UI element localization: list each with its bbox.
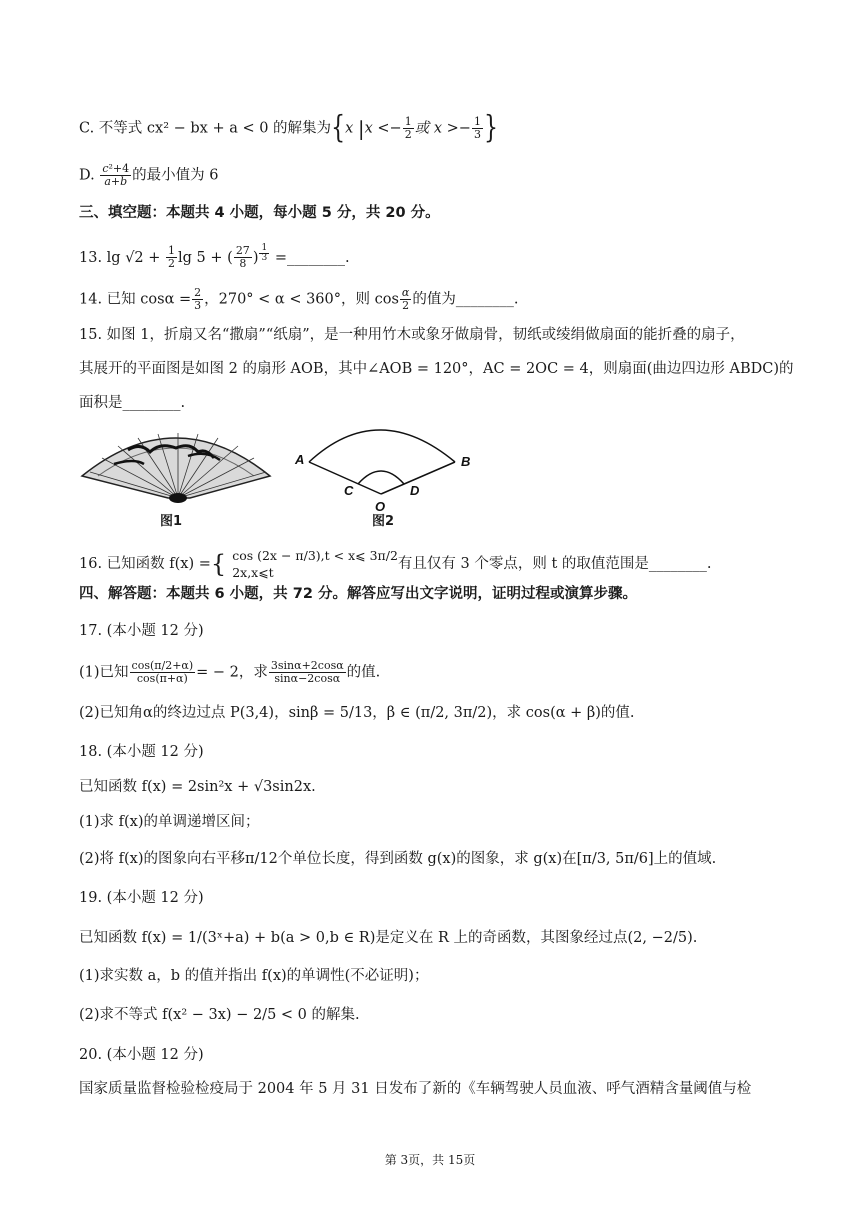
option-d: D. $\frac{\text{c²+4}}{a+b}$ 的最小值为 6 [79,162,219,188]
q14-b: ，270° < α < 360°，则 cos [204,291,399,308]
figure-2-caption: 图2 [372,514,395,529]
question-16: 16. 已知函数 f(x) ={ cos (2x − π/3),t < x⩽ 3π/2 2x,x⩽t 有且仅有 3 个零点，则 t 的取值范围是________. [79,548,712,580]
q20-heading: 20. (本小题 12 分) [79,1047,204,1063]
q20-stem: 国家质量监督检验检疫局于 2004 年 5 月 31 日发布了新的《车辆驾驶人员血液、呼气酒精含量阈值与检 [79,1081,752,1097]
frac-cos-ratio: $\frac{\cos(\pi/2+\alpha)}{\cos(\pi+\alpha)}$ [131,659,194,685]
q19-part1: (1)求实数 a，b 的值并指出 f(x)的单调性(不必证明)； [79,968,429,984]
q17-1a: (1)已知 [79,664,129,681]
q17-part2: (2)已知角α的终边过点 P(3,4)，sinβ = 5/13，β ∈ (π/2, 3π/2)，求 cos(α + β)的值. [79,705,635,721]
brace-left: { [331,110,346,146]
folding-fan-image [82,433,270,503]
q17-1b: = − 2，求 [196,664,268,681]
set-cond-x: x [364,120,373,137]
option-c: C. 不等式 cx² − bx + a < 0 的解集为{x |x <− $\frac{1}{2}$ 或 x >− $\frac{1}{3}$ } [79,110,498,146]
frac-2-3: $\frac{2}{3}$ [194,286,202,312]
figure-fans [78,418,498,530]
case-1: cos (2x − π/3),t < x⩽ 3π/2 [232,548,398,563]
q17-part1 [79,660,380,685]
sector-diagram [294,430,470,514]
q13-tail: =________. [274,249,350,266]
q18-heading: 18. (本小题 12 分) [79,744,204,760]
set-bar: | [357,116,365,141]
q14-a: 14. 已知 cosα = [79,291,192,308]
q17-1c: 的值. [346,664,381,681]
q16-b: 有且仅有 3 个零点，则 t 的取值范围是________. [397,556,712,572]
exp-1-3: 1 3 [261,243,268,263]
frac-27-8: $\frac{27}{8}$ [235,244,250,271]
frac-c2-plus-4: $\frac{\text{c²+4}}{a+b}$ [102,162,130,188]
piecewise-cases [228,547,398,581]
q18-part1: (1)求 f(x)的单调递增区间； [79,814,260,830]
label-d: D [410,483,420,498]
page-footer: 第 3页，共 15页 [384,1153,476,1167]
q15-line3: 面积是________. [79,395,186,411]
frac-1-3: $\frac{1}{3}$ [473,115,481,141]
label-b: B [461,454,471,469]
q15-line2: 其展开的平面图是如图 2 的扇形 AOB，其中∠AOB = 120°，AC = 2OC = 4，则扇面(曲边四边形 ABDC)的 [79,361,794,377]
section-4-heading: 四、解答题：本题共 6 小题，共 72 分。解答应写出文字说明，证明过程或演算步骤。 [79,586,637,602]
question-13: 13. lg √2 + $\frac{1}{2}$ lg 5 + ( $\frac{27}{8}$ ) $^{\frac{1}{3}}$ =________. [79,243,350,271]
q18-part2: (2)将 f(x)的图象向右平移π/12个单位长度，得到函数 g(x)的图象，求 g(x)在[π/3, 5π/6]上的值域. [79,851,717,867]
figure-1-caption: 图1 [160,514,183,529]
question-14 [79,287,518,312]
q16-a: 16. 已知函数 f(x) = [79,556,211,572]
q18-stem: 已知函数 f(x) = 2sin²x + √3sin2x. [79,779,316,795]
frac-1-2: $\frac{1}{2}$ [404,115,412,141]
q19-stem: 已知函数 f(x) = 1/(3ˣ+a) + b(a > 0,b ∈ R)是定义在 R 上的奇函数，其图象经过点(2, −2/5). [79,930,698,946]
q17-heading: 17. (本小题 12 分) [79,623,204,639]
q19-heading: 19. (本小题 12 分) [79,890,204,906]
option-c-text: C. 不等式 cx² − bx + a < 0 的解集为 [79,120,332,137]
case-2: 2x,x⩽t [232,565,274,580]
section-3-heading: 三、填空题：本题共 4 小题，每小题 5 分，共 20 分。 [79,205,440,221]
frac-alpha-2: $\frac{\alpha}{2}$ [401,286,410,312]
frac-sin-ratio: $\frac{3\sin\alpha+2\cos\alpha}{\sin\alpha-2\cos\alpha}$ [270,659,344,685]
q14-c: 的值为________. [412,291,519,308]
option-d-text: 的最小值为 6 [132,167,219,184]
q15-line1: 15. 如图 1，折扇又名“撒扇”“纸扇”，是一种用竹木或象牙做扇骨，韧纸或绫绢做扇面的能折叠的扇子， [79,327,745,343]
label-a: A [295,452,305,467]
q19-part2: (2)求不等式 f(x² − 3x) − 2/5 < 0 的解集. [79,1007,360,1023]
label-c: C [344,483,354,498]
frac-half: $\frac{1}{2}$ [168,244,176,271]
brace-right: } [483,110,498,146]
label-o: O [375,499,386,514]
set-var: x [345,120,354,137]
